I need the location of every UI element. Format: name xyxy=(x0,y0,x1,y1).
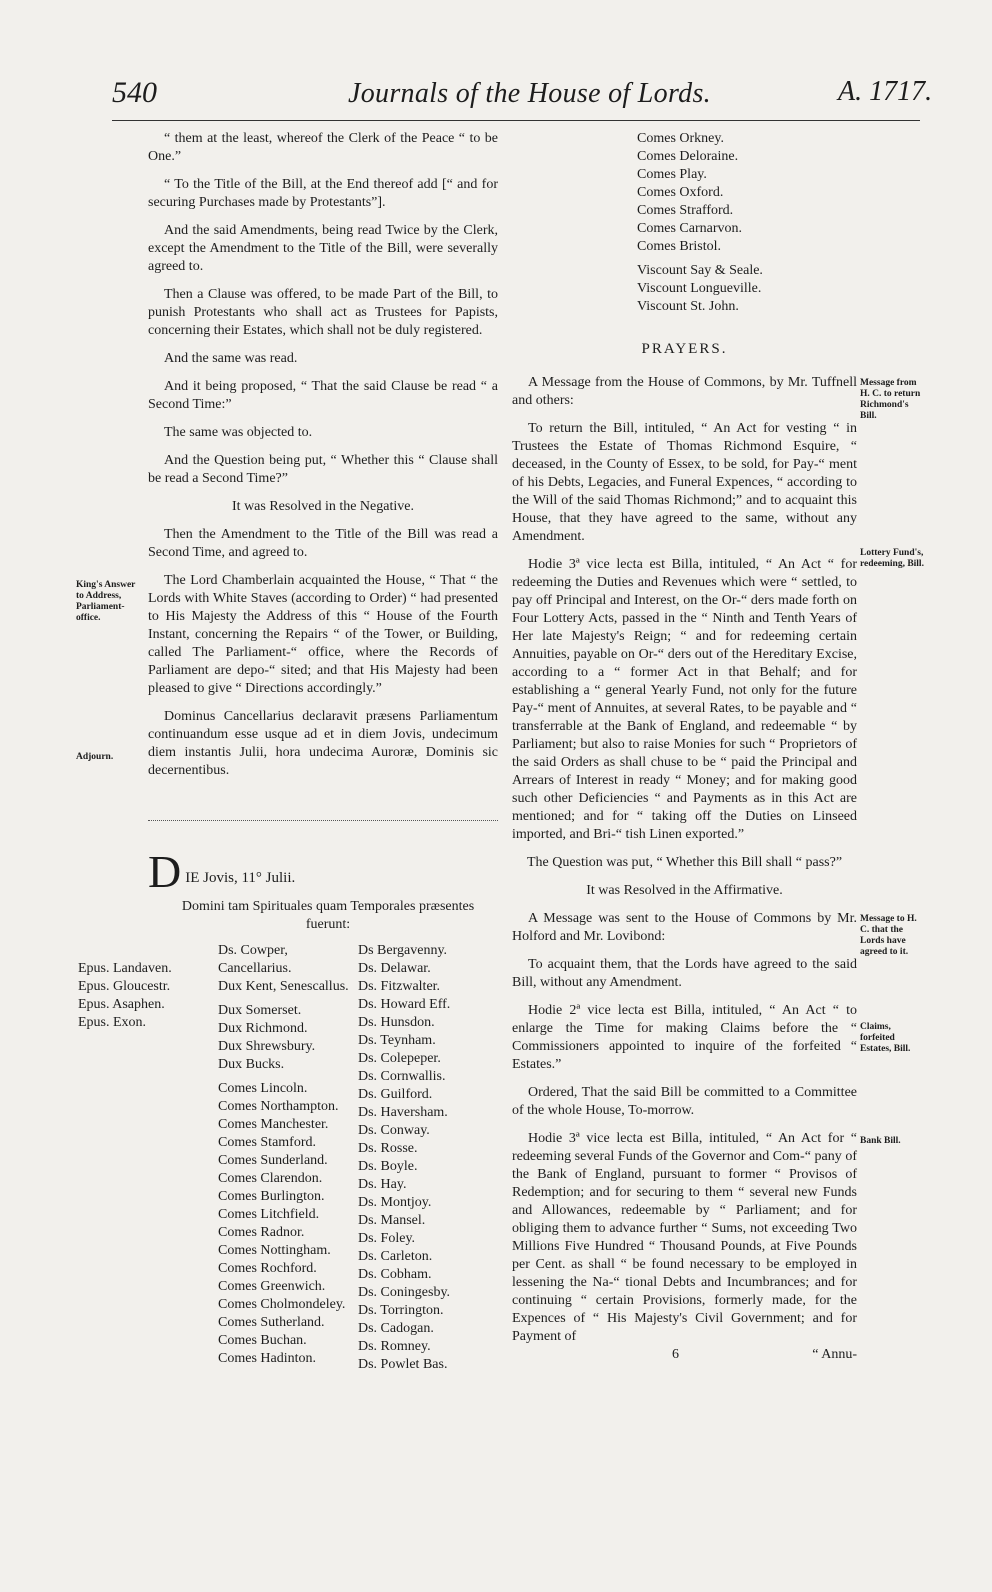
margin-note: King's Answer to Address, Parliament-office. xyxy=(76,580,136,623)
list-item: Ds. Cornwallis. xyxy=(358,1069,446,1084)
list-item: Comes Radnor. xyxy=(218,1225,305,1240)
list-item: Comes Carnarvon. xyxy=(637,221,742,236)
list-item: Dux Shrewsbury. xyxy=(218,1039,316,1054)
list-item: Ds. Montjoy. xyxy=(358,1195,432,1210)
header-rule xyxy=(112,120,920,121)
page-number: 540 xyxy=(112,76,157,109)
list-item: Comes Manchester. xyxy=(218,1117,329,1132)
paragraph: Hodie 2ª vice lecta est Billa, intituled, “ An Act “ to enlarge the Time for making Claims before the “ Commissioners appointed to inquire of the forfeited “ Estates.” xyxy=(512,1003,857,1072)
paragraph: A Message from the House of Commons, by Mr. Tuffnell and others: xyxy=(512,375,857,408)
paragraph: “ them at the least, whereof the Clerk of the Peace “ to be One.” xyxy=(148,131,498,164)
list-item: Ds. Fitzwalter. xyxy=(358,979,441,994)
paragraph: Hodie 3ª vice lecta est Billa, intituled, “ An Act “ for redeeming the Duties and Revenues which were “ settled, to pay off Principal and Interest, on the Or-“ ders made forth on Four Lottery Acts, passed in the “ Ninth and Tenth Years of Her late Majesty's Reign; “ and for redeeming certain Annuities, payable on Or-“ ders out of the Hereditary Excise, according to a “ former Act in that Behalf; and for establishing a “ general Yearly Fund, not only for the future Pay-“ ment of Annuites, at several Rates, to be payable and “ transferrable at the Bank of England, and redeemable “ by Parliament; but also to raise Monies for such “ Proprietors of the said Orders as shall chuse to be “ paid the Principal and Arrears of Interest in ready “ Money; and for making good such other Deficiencies “ and Payments as in this Act are mentioned; and for “ taking off the Duties on Linseed imported, and Bri-“ tish Linen exported.” xyxy=(512,557,857,842)
list-item: Ds. Boyle. xyxy=(358,1159,418,1174)
list-item: Ds. Romney. xyxy=(358,1339,431,1354)
list-item: Ds. Mansel. xyxy=(358,1213,426,1228)
list-item: Epus. Landaven. xyxy=(78,961,172,976)
signature-mark: 6 xyxy=(672,1347,679,1362)
paragraph: “ To the Title of the Bill, at the End thereof add [“ and for securing Purchases made by Protestants”]. xyxy=(148,177,498,210)
list-item: Viscount Longueville. xyxy=(637,281,762,296)
list-item: Viscount Say & Seale. xyxy=(637,263,763,278)
paragraph: It was Resolved in the Affirmative. xyxy=(586,883,783,898)
list-item: Comes Buchan. xyxy=(218,1333,307,1348)
list-item: Comes Hadinton. xyxy=(218,1351,316,1366)
margin-note: Adjourn. xyxy=(76,752,114,762)
margin-note: Bank Bill. xyxy=(860,1136,901,1146)
list-item: Ds. Colepeper. xyxy=(358,1051,441,1066)
list-item: Ds. Guilford. xyxy=(358,1087,433,1102)
right-column xyxy=(512,130,857,1364)
list-item: Ds. Howard Eff. xyxy=(358,997,451,1012)
list-item: Ds. Foley. xyxy=(358,1231,416,1246)
list-item: Ds. Cowper, Cancellarius. xyxy=(218,943,292,976)
page-title: Journals of the House of Lords. xyxy=(348,78,711,109)
list-item: Comes Nottingham. xyxy=(218,1243,331,1258)
list-item: Comes Clarendon. xyxy=(218,1171,323,1186)
list-item: Epus. Asaphen. xyxy=(78,997,165,1012)
margin-note: Claims, forfeited Estates, Bill. xyxy=(860,1022,911,1054)
list-item: Ds Bergavenny. xyxy=(358,943,448,958)
list-item: Dux Somerset. xyxy=(218,1003,302,1018)
list-item: Viscount St. John. xyxy=(637,299,739,314)
section-divider xyxy=(148,820,498,821)
list-item: Comes Northampton. xyxy=(218,1099,339,1114)
list-item: Ds. Teynham. xyxy=(358,1033,436,1048)
list-item: Comes Litchfield. xyxy=(218,1207,320,1222)
list-item: Comes Rochford. xyxy=(218,1261,317,1276)
left-column xyxy=(148,130,498,790)
paragraph: It was Resolved in the Negative. xyxy=(232,499,414,514)
list-item: Comes Orkney. xyxy=(637,131,724,146)
paragraph: And the said Amendments, being read Twice by the Clerk, except the Amendment to the Title of the Bill, were severally agreed to. xyxy=(148,223,498,274)
list-item: Comes Greenwich. xyxy=(218,1279,326,1294)
paragraph: The Lord Chamberlain acquainted the House, “ That “ the Lords with White Staves (according to Order) “ had presented to His Majesty the Address of this “ House of the Fourth Instant, concerning the Repairs “ of the Tower, or Building, called The Parliament-“ office, where the Records of Parliament are depo-“ sited; and that His Majesty had been pleased to give “ Directions accordingly.” xyxy=(148,573,498,696)
paragraph: A Message was sent to the House of Commons by Mr. Holford and Mr. Lovibond: xyxy=(512,911,857,944)
margin-note: Message from H. C. to return Richmond's Bill. xyxy=(860,378,921,421)
paragraph: And it being proposed, “ That the said Clause be read “ a Second Time:” xyxy=(148,379,498,412)
list-item: Comes Burlington. xyxy=(218,1189,325,1204)
lords-list-2 xyxy=(358,942,450,1374)
list-item: Ds. Delawar. xyxy=(358,961,431,976)
paragraph: Then the Amendment to the Title of the Bill was read a Second Time, and agreed to. xyxy=(148,527,498,560)
margin-note: Message to H. C. that the Lords have agreed to it. xyxy=(860,914,917,957)
die-heading-text: IE Jovis, 11° Julii. xyxy=(185,870,296,886)
list-item: Epus. Gloucestr. xyxy=(78,979,171,994)
list-item: Ds. Conway. xyxy=(358,1123,430,1138)
paragraph: Dominus Cancellarius declaravit præsens Parliamentum continuandum esse usque ad et in diem Jovis, undecimum diem instantis Julii, hora undecima Auroræ, Dominis sic decernentibus. xyxy=(148,709,498,778)
year-heading: A. 1717. xyxy=(838,76,933,107)
list-item: Comes Sunderland. xyxy=(218,1153,328,1168)
paragraph: To acquaint them, that the Lords have agreed to the said Bill, without any Amendment. xyxy=(512,957,857,990)
paragraph: And the same was read. xyxy=(164,351,298,366)
list-item: Ds. Cadogan. xyxy=(358,1321,434,1336)
paragraph: Then a Clause was offered, to be made Part of the Bill, to punish Protestants who shall act as Trustees for Papists, concerning their Estates, which shall not be duly registered. xyxy=(148,287,498,338)
list-item: Comes Oxford. xyxy=(637,185,724,200)
list-item: Comes Lincoln. xyxy=(218,1081,308,1096)
list-item: Comes Bristol. xyxy=(637,239,722,254)
die-heading xyxy=(148,846,498,897)
paragraph: And the Question being put, “ Whether this “ Clause shall be read a Second Time?” xyxy=(148,453,498,486)
list-item: Dux Bucks. xyxy=(218,1057,285,1072)
list-item: Ds. Hunsdon. xyxy=(358,1015,435,1030)
list-item: Ds. Cobham. xyxy=(358,1267,432,1282)
paragraph: Ordered, That the said Bill be committed to a Committee of the whole House, To-morrow. xyxy=(512,1085,857,1118)
list-item: Epus. Exon. xyxy=(78,1015,147,1030)
list-item: Ds. Torrington. xyxy=(358,1303,444,1318)
paragraph: The same was objected to. xyxy=(164,425,313,440)
list-item: Comes Stamford. xyxy=(218,1135,316,1150)
lords-list-3 xyxy=(637,130,857,316)
prayers-heading: PRAYERS. xyxy=(641,341,728,357)
list-item: Comes Cholmondeley. xyxy=(218,1297,346,1312)
list-item: Comes Sutherland. xyxy=(218,1315,325,1330)
list-item: Dux Richmond. xyxy=(218,1021,308,1036)
bishops-list xyxy=(78,960,172,1032)
list-item: Ds. Powlet Bas. xyxy=(358,1357,448,1372)
margin-note: Lottery Fund's, redeeming, Bill. xyxy=(860,548,924,569)
lords-list-1 xyxy=(218,942,358,1368)
list-item: Ds. Carleton. xyxy=(358,1249,433,1264)
page-footer xyxy=(512,1346,857,1364)
catchword: “ Annu- xyxy=(812,1347,857,1362)
list-item: Ds. Rosse. xyxy=(358,1141,418,1156)
list-item: Comes Play. xyxy=(637,167,707,182)
paragraph: Hodie 3ª vice lecta est Billa, intituled, “ An Act for “ redeeming several Funds of the Governor and Com-“ pany of the Bank of England, pursuant to former “ Provisos of Redemption; and for securing to them “ several new Funds and Allowances, redeemable by “ Parliament; and for obliging them to advance further “ Sums, not exceeding Two Millions Five Hundred “ Thousand Pounds, at Five Pounds per Cent. as shall “ be found necessary to be employed in lessening the Na-“ tional Debts and Incumbrances; and for continuing “ certain Provisions, formerly made, for the Expences of “ His Majesty's Civil Government; and for Payment of xyxy=(512,1131,857,1344)
list-item: Comes Strafford. xyxy=(637,203,734,218)
list-item: Ds. Hay. xyxy=(358,1177,407,1192)
domini-line: Domini tam Spirituales quam Temporales præsentes fuerunt: xyxy=(181,899,475,932)
list-item: Comes Deloraine. xyxy=(637,149,739,164)
list-item: Dux Kent, Senescallus. xyxy=(218,979,349,994)
drop-cap: D xyxy=(148,846,182,897)
paragraph: The Question was put, “ Whether this Bill shall “ pass?” xyxy=(526,855,843,870)
paragraph: To return the Bill, intituled, “ An Act for vesting “ in Trustees the Estate of Thomas Richmond Esquire, “ deceased, in the County of Essex, to be sold, for Pay-“ ment of his Debts, Legacies, and Funeral Expences, “ according to the Will of the said Thomas Richmond;” and to acquaint this House, that they have agreed to the same, without any Amendment. xyxy=(512,421,857,544)
list-item: Ds. Haversham. xyxy=(358,1105,448,1120)
list-item: Ds. Coningesby. xyxy=(358,1285,451,1300)
